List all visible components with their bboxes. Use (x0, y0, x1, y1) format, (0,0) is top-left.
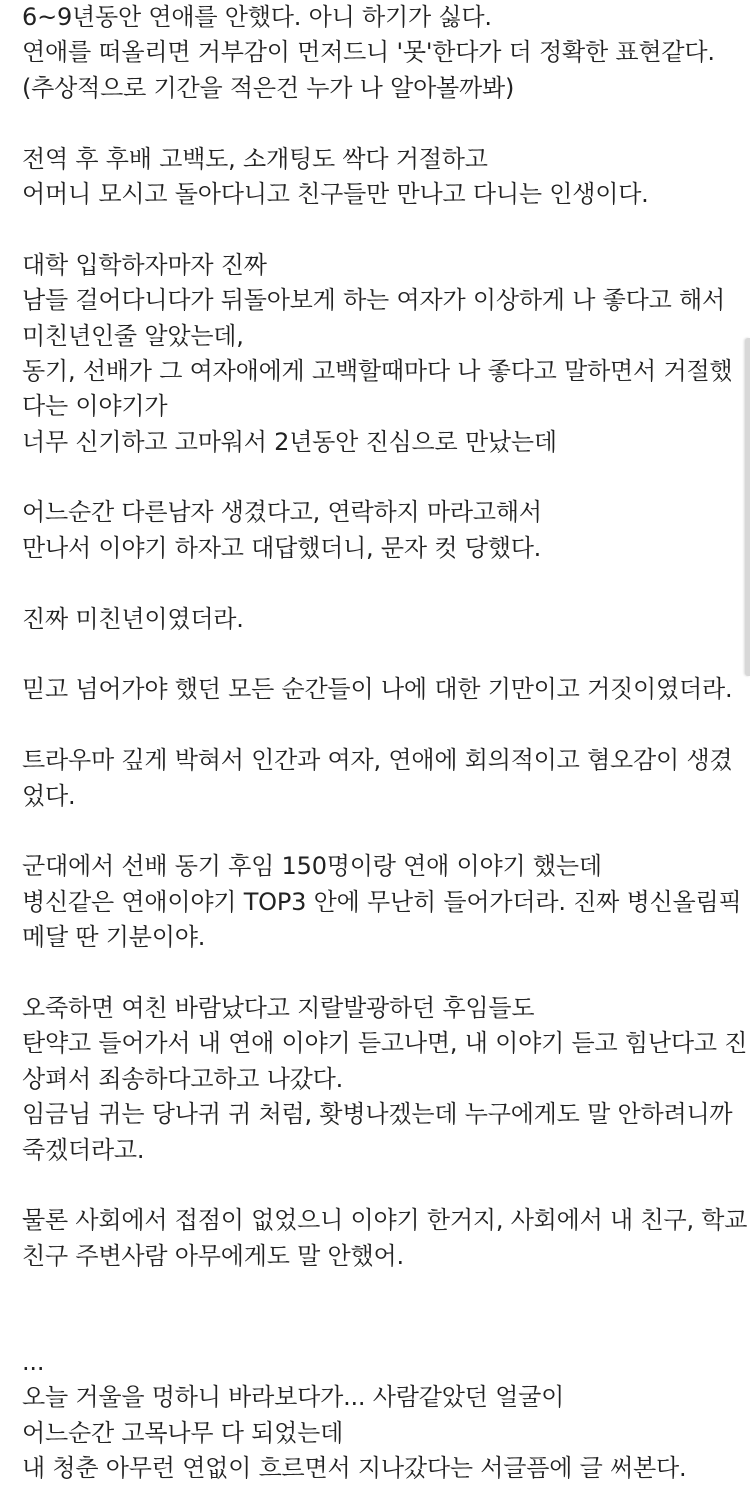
post-line: 친구 주변사람 아무에게도 말 안했어. (22, 1241, 404, 1270)
blank-line (22, 814, 734, 849)
post-line: 메달 딴 기분이야. (22, 923, 206, 952)
post-line: 었다. (22, 781, 76, 810)
blank-line (22, 1309, 734, 1344)
blank-line (22, 460, 734, 495)
blank-line (22, 1274, 734, 1309)
post-line: 만나서 이야기 하자고 대답했더니, 문자 컷 당했다. (22, 533, 542, 562)
post-line: 탄약고 들어가서 내 연애 이야기 듣고나면, 내 이야기 듣고 힘난다고 진 (22, 1029, 748, 1058)
post-line: 진짜 미친년이였더라. (22, 604, 244, 633)
post-line: 임금님 귀는 당나귀 귀 처럼, 홧병나겠는데 누구에게도 말 안하려니까 (22, 1100, 733, 1129)
blank-line (22, 106, 734, 141)
post-line: 군대에서 선배 동기 후임 150명이랑 연애 이야기 했는데 (22, 852, 602, 881)
blank-line (22, 708, 734, 743)
blank-line (22, 212, 734, 247)
post-line: ... (22, 1347, 45, 1376)
post-line: (추상적으로 기간을 적은건 누가 나 알아볼까봐) (22, 73, 515, 102)
post-line: 어머니 모시고 돌아다니고 친구들만 만나고 다니는 인생이다. (22, 179, 649, 208)
post-line: 다는 이야기가 (22, 392, 168, 421)
post-line: 죽겠더라고. (22, 1135, 145, 1164)
post-line: 대학 입학하자마자 진짜 (22, 250, 267, 279)
post-line: 너무 신기하고 고마워서 2년동안 진심으로 만났는데 (22, 427, 557, 456)
post-line: 어느순간 고목나무 다 되었는데 (22, 1418, 344, 1447)
blank-line (22, 1168, 734, 1203)
post-line: 연애를 떠올리면 거부감이 먼저드니 '못'한다가 더 정확한 표현같다. (22, 38, 715, 67)
post-line: 미친년인줄 알았는데, (22, 321, 244, 350)
post-line: 동기, 선배가 그 여자애에게 고백할때마다 나 좋다고 말하면서 거절했 (22, 356, 733, 385)
blank-line (22, 566, 734, 601)
scrollbar-thumb[interactable] (745, 338, 750, 676)
post-line: 전역 후 후배 고백도, 소개팅도 싹다 거절하고 (22, 144, 488, 173)
post-line: 물론 사회에서 접점이 없었으니 이야기 한거지, 사회에서 내 친구, 학교 (22, 1206, 748, 1235)
post-line: 내 청춘 아무런 연없이 흐르면서 지나갔다는 서글픔에 글 써본다. (22, 1454, 687, 1483)
post-line: 상펴서 죄송하다고하고 나갔다. (22, 1064, 344, 1093)
blank-line (22, 637, 734, 672)
post-line: 남들 걸어다니다가 뒤돌아보게 하는 여자가 이상하게 나 좋다고 해서 (22, 286, 725, 315)
post-line: 오늘 거울을 멍하니 바라보다가... 사람같았던 얼굴이 (22, 1383, 565, 1412)
post-line: 믿고 넘어가야 했던 모든 순간들이 나에 대한 기만이고 거짓이였더라. (22, 675, 733, 704)
blank-line (22, 956, 734, 991)
post-line: 오죽하면 여친 바람났다고 지랄발광하던 후임들도 (22, 993, 535, 1022)
post-line: 6~9년동안 연애를 안했다. 아니 하기가 싫다. (22, 3, 492, 31)
post-body (22, 0, 748, 1486)
post-line: 어느순간 다른남자 생겼다고, 연락하지 마라고해서 (22, 498, 542, 527)
post-line: 병신같은 연애이야기 TOP3 안에 무난히 들어가더라. 진짜 병신올림픽 (22, 887, 742, 916)
post-line: 트라우마 깊게 박혀서 인간과 여자, 연애에 회의적이고 혐오감이 생겼 (22, 746, 733, 775)
